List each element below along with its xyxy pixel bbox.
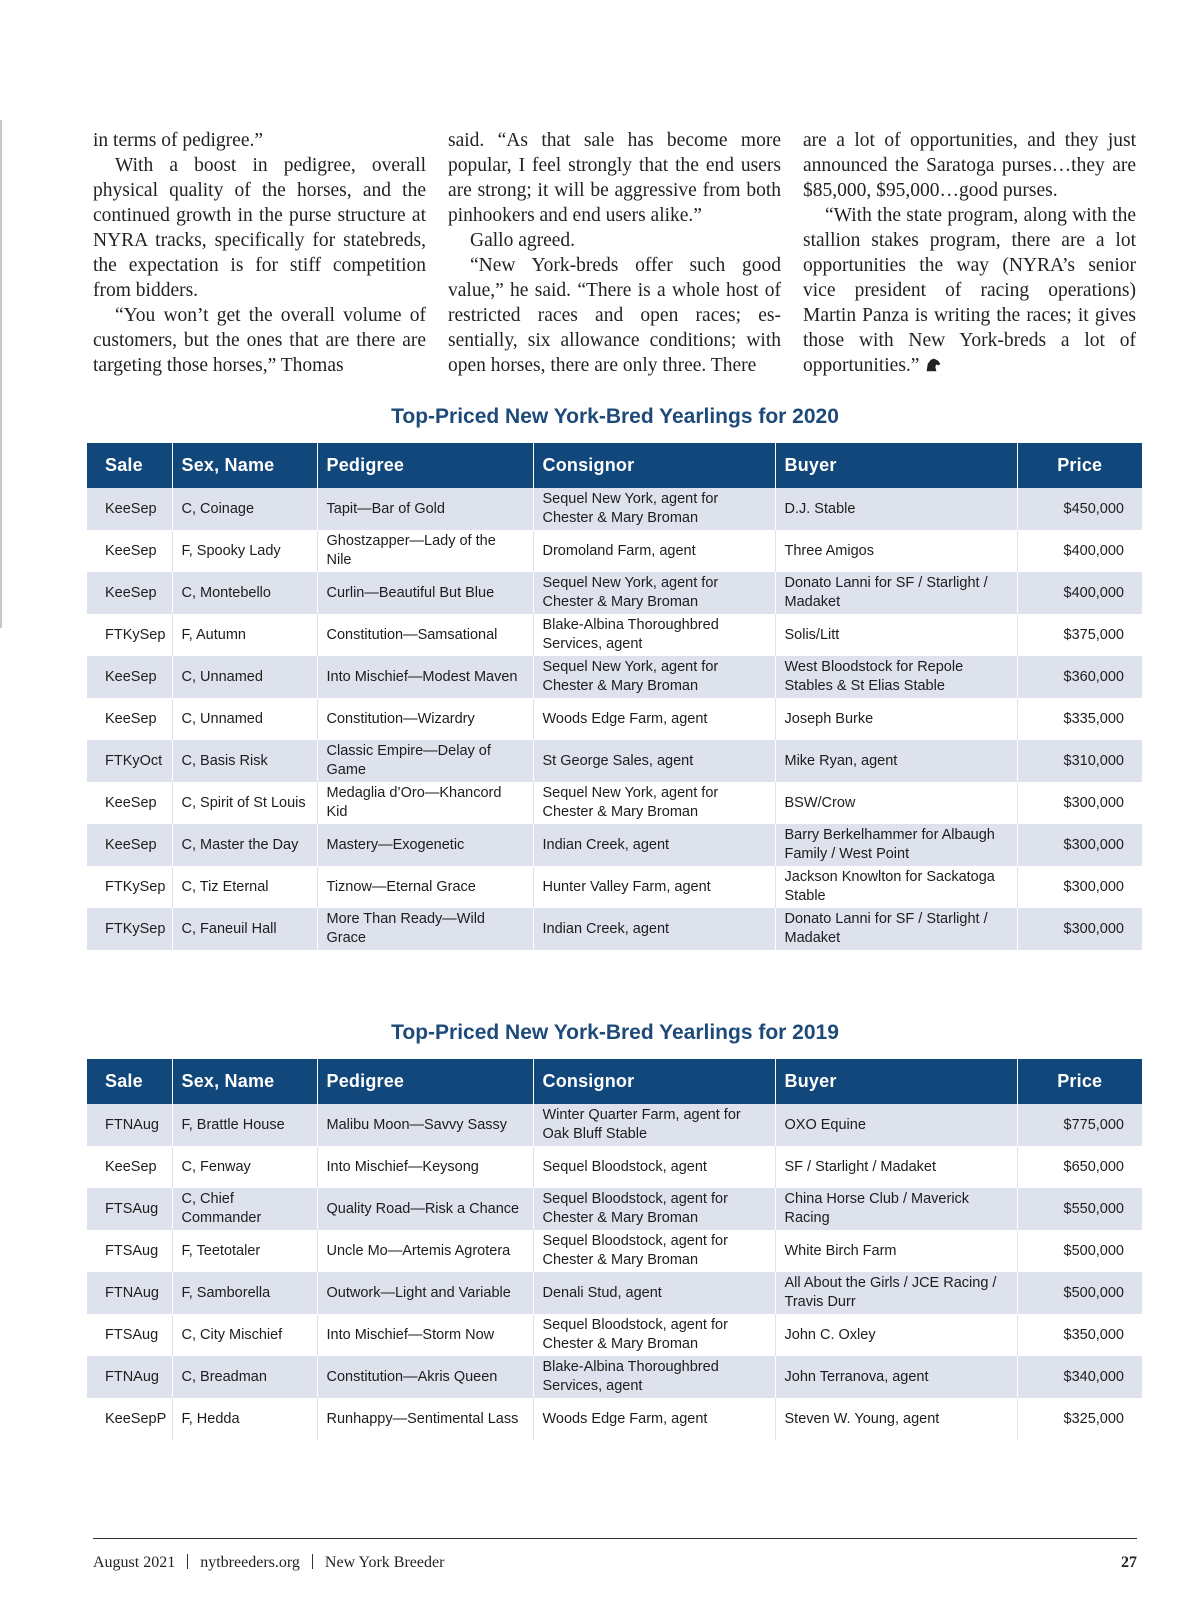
table-row <box>87 1188 1142 1230</box>
column-header-sale: Sale <box>87 1059 172 1104</box>
cell-sale: FTKySep <box>87 908 172 950</box>
cell-price: $550,000 <box>1017 1188 1142 1230</box>
cell-consignor: Winter Quarter Farm, agent for Oak Bluff Stable <box>533 1104 775 1146</box>
cell-price: $500,000 <box>1017 1230 1142 1272</box>
cell-pedigree: Outwork—Light and Variable <box>317 1272 533 1314</box>
cell-sale: FTNAug <box>87 1104 172 1146</box>
cell-pedigree: Uncle Mo—Artemis Agrotera <box>317 1230 533 1272</box>
cell-buyer: All About the Girls / JCE Racing / Travis Durr <box>775 1272 1017 1314</box>
table-row <box>87 1104 1142 1146</box>
cell-buyer: SF / Starlight / Madaket <box>775 1146 1017 1188</box>
footer-site: nytbreeders.org <box>200 1554 300 1571</box>
paragraph: “You won’t get the overall volume of customers, but the ones that are there are targeting those horses,” Thomas <box>93 305 426 376</box>
cell-pedigree: Malibu Moon—Savvy Sassy <box>317 1104 533 1146</box>
cell-pedigree: Quality Road—Risk a Chance <box>317 1188 533 1230</box>
footer-date: August 2021 <box>93 1554 176 1571</box>
cell-buyer: Donato Lanni for SF / Starlight / Madaket <box>775 572 1017 614</box>
paragraph <box>803 203 1136 378</box>
cell-sale: KeeSep <box>87 488 172 530</box>
cell-buyer: BSW/Crow <box>775 782 1017 824</box>
cell-buyer: China Horse Club / Maverick Racing <box>775 1188 1017 1230</box>
cell-price: $450,000 <box>1017 488 1142 530</box>
cell-consignor: Woods Edge Farm, agent <box>533 1398 775 1440</box>
cell-consignor: Sequel New York, agent for Chester & Mary Broman <box>533 656 775 698</box>
paragraph: in terms of pedigree.” <box>93 130 264 151</box>
cell-buyer: Solis/Litt <box>775 614 1017 656</box>
cell-buyer: White Birch Farm <box>775 1230 1017 1272</box>
cell-sale: KeeSep <box>87 530 172 572</box>
article-column-1 <box>93 128 426 378</box>
cell-consignor: Blake-Albina Thoroughbred Services, agent <box>533 614 775 656</box>
cell-consignor: Sequel New York, agent for Chester & Mary Broman <box>533 782 775 824</box>
column-header-sex-name: Sex, Name <box>172 443 317 488</box>
page-footer <box>93 1554 1137 1572</box>
yearlings-2020-table <box>87 443 1142 950</box>
cell-buyer: John Terranova, agent <box>775 1356 1017 1398</box>
footer-separator <box>187 1554 188 1569</box>
cell-consignor: Sequel Bloodstock, agent <box>533 1146 775 1188</box>
cell-consignor: Hunter Valley Farm, agent <box>533 866 775 908</box>
cell-price: $300,000 <box>1017 824 1142 866</box>
cell-price: $650,000 <box>1017 1146 1142 1188</box>
cell-sale: KeeSep <box>87 1146 172 1188</box>
table-body <box>87 1104 1142 1440</box>
column-header-buyer: Buyer <box>775 443 1017 488</box>
column-header-sale: Sale <box>87 443 172 488</box>
cell-sex-name: C, City Mischief <box>172 1314 317 1356</box>
cell-consignor: Sequel Bloodstock, agent for Chester & Mary Broman <box>533 1230 775 1272</box>
cell-pedigree: Into Mischief—Modest Maven <box>317 656 533 698</box>
column-header-price: Price <box>1017 443 1142 488</box>
cell-pedigree: Mastery—Exogenetic <box>317 824 533 866</box>
cell-price: $400,000 <box>1017 572 1142 614</box>
cell-price: $375,000 <box>1017 614 1142 656</box>
cell-sale: FTSAug <box>87 1230 172 1272</box>
cell-sex-name: C, Breadman <box>172 1356 317 1398</box>
cell-pedigree: Constitution—Wizardry <box>317 698 533 740</box>
table-row <box>87 488 1142 530</box>
cell-price: $300,000 <box>1017 908 1142 950</box>
table-row <box>87 1356 1142 1398</box>
cell-sale: FTNAug <box>87 1356 172 1398</box>
table-row <box>87 530 1142 572</box>
column-header-pedigree: Pedigree <box>317 443 533 488</box>
table-row <box>87 1398 1142 1440</box>
cell-price: $360,000 <box>1017 656 1142 698</box>
cell-sale: FTNAug <box>87 1272 172 1314</box>
cell-pedigree: Ghostzapper—Lady of the Nile <box>317 530 533 572</box>
horse-head-icon <box>925 358 941 372</box>
cell-sex-name: C, Faneuil Hall <box>172 908 317 950</box>
column-header-consignor: Consignor <box>533 1059 775 1104</box>
cell-pedigree: Into Mischief—Storm Now <box>317 1314 533 1356</box>
table-row <box>87 866 1142 908</box>
table-row <box>87 656 1142 698</box>
cell-pedigree: Constitution—Akris Queen <box>317 1356 533 1398</box>
page-number: 27 <box>1121 1554 1137 1571</box>
column-header-consignor: Consignor <box>533 443 775 488</box>
cell-consignor: Woods Edge Farm, agent <box>533 698 775 740</box>
table-row <box>87 908 1142 950</box>
cell-sale: FTKySep <box>87 866 172 908</box>
cell-consignor: Indian Creek, agent <box>533 824 775 866</box>
cell-buyer: Donato Lanni for SF / Starlight / Madaket <box>775 908 1017 950</box>
cell-sale: FTSAug <box>87 1188 172 1230</box>
cell-buyer: Mike Ryan, agent <box>775 740 1017 782</box>
cell-sex-name: C, Chief Commander <box>172 1188 317 1230</box>
cell-sex-name: C, Tiz Eternal <box>172 866 317 908</box>
cell-sale: KeeSep <box>87 656 172 698</box>
cell-sex-name: C, Montebello <box>172 572 317 614</box>
table-row <box>87 1230 1142 1272</box>
cell-consignor: Sequel Bloodstock, agent for Chester & Mary Broman <box>533 1188 775 1230</box>
cell-pedigree: Tiznow—Eternal Grace <box>317 866 533 908</box>
yearlings-2019-table <box>87 1059 1142 1440</box>
table-2020-title: Top-Priced New York-Bred Yearlings for 2020 <box>391 405 839 428</box>
cell-pedigree: Classic Empire—Delay of Game <box>317 740 533 782</box>
cell-sale: FTKySep <box>87 614 172 656</box>
cell-pedigree: Curlin—Beautiful But Blue <box>317 572 533 614</box>
paragraph-text: “With the state program, along with the stallion stakes program, there are a lot opportunities the way (NYRA’s senior vice president of racing operations) Martin Panza is writing the races; it gives those with New York-breds a lot of opportunities.” <box>803 205 1136 376</box>
table-header-row <box>87 443 1142 488</box>
cell-sex-name: C, Spirit of St Louis <box>172 782 317 824</box>
cell-consignor: Sequel New York, agent for Chester & Mary Broman <box>533 488 775 530</box>
table-row <box>87 698 1142 740</box>
article-column-3 <box>803 128 1136 378</box>
table-row <box>87 740 1142 782</box>
cell-pedigree: Into Mischief—Keysong <box>317 1146 533 1188</box>
cell-pedigree: Runhappy—Sentimental Lass <box>317 1398 533 1440</box>
cell-price: $325,000 <box>1017 1398 1142 1440</box>
cell-sex-name: F, Autumn <box>172 614 317 656</box>
cell-price: $335,000 <box>1017 698 1142 740</box>
footer-divider <box>93 1538 1137 1539</box>
page-edge-marker <box>0 120 2 628</box>
cell-consignor: Indian Creek, agent <box>533 908 775 950</box>
table-2019-title: Top-Priced New York-Bred Yearlings for 2019 <box>391 1021 839 1044</box>
cell-consignor: Blake-Albina Thoroughbred Services, agent <box>533 1356 775 1398</box>
cell-pedigree: Medaglia d’Oro—Khancord Kid <box>317 782 533 824</box>
cell-sex-name: F, Samborella <box>172 1272 317 1314</box>
cell-price: $340,000 <box>1017 1356 1142 1398</box>
article-column-2 <box>448 128 781 378</box>
cell-price: $350,000 <box>1017 1314 1142 1356</box>
cell-sale: KeeSep <box>87 572 172 614</box>
paragraph: With a boost in pedigree, overall physical quality of the horses, and the continued growth in the purse structure at NYRA tracks, specifically for statebreds, the expectation is for stiff competition from bidders. <box>93 155 426 301</box>
table-row <box>87 782 1142 824</box>
cell-sale: FTKyOct <box>87 740 172 782</box>
cell-sale: KeeSep <box>87 698 172 740</box>
cell-sale: KeeSep <box>87 824 172 866</box>
cell-sale: KeeSep <box>87 782 172 824</box>
cell-sex-name: C, Coinage <box>172 488 317 530</box>
cell-sale: FTSAug <box>87 1314 172 1356</box>
cell-consignor: Sequel New York, agent for Chester & Mary Broman <box>533 572 775 614</box>
column-header-buyer: Buyer <box>775 1059 1017 1104</box>
cell-pedigree: Tapit—Bar of Gold <box>317 488 533 530</box>
cell-consignor: Dromoland Farm, agent <box>533 530 775 572</box>
table-row <box>87 1272 1142 1314</box>
column-header-pedigree: Pedigree <box>317 1059 533 1104</box>
paragraph: Gallo agreed. <box>470 230 576 251</box>
article-columns <box>93 128 1137 378</box>
cell-sex-name: F, Spooky Lady <box>172 530 317 572</box>
cell-consignor: Denali Stud, agent <box>533 1272 775 1314</box>
cell-sex-name: F, Brattle House <box>172 1104 317 1146</box>
footer-separator <box>312 1554 313 1569</box>
cell-sale: KeeSepP <box>87 1398 172 1440</box>
table-row <box>87 824 1142 866</box>
cell-price: $775,000 <box>1017 1104 1142 1146</box>
paragraph: said. “As that sale has become more popular, I feel strongly that the end users are strong; it will be aggressive from both pinhookers and end users alike.” <box>448 130 781 226</box>
footer-publication: New York Breeder <box>324 1554 445 1571</box>
table-row <box>87 1314 1142 1356</box>
paragraph: are a lot of opportunities, and they just announced the Saratoga purses…they are $85,000, $95,000…good purses. <box>803 130 1136 201</box>
cell-price: $500,000 <box>1017 1272 1142 1314</box>
cell-sex-name: C, Unnamed <box>172 698 317 740</box>
cell-buyer: OXO Equine <box>775 1104 1017 1146</box>
cell-sex-name: C, Fenway <box>172 1146 317 1188</box>
cell-pedigree: Constitution—Samsational <box>317 614 533 656</box>
cell-price: $310,000 <box>1017 740 1142 782</box>
cell-sex-name: F, Hedda <box>172 1398 317 1440</box>
cell-sex-name: C, Master the Day <box>172 824 317 866</box>
table-row <box>87 572 1142 614</box>
cell-sex-name: C, Basis Risk <box>172 740 317 782</box>
cell-buyer: Barry Berkelhammer for Albaugh Family / West Point <box>775 824 1017 866</box>
cell-buyer: D.J. Stable <box>775 488 1017 530</box>
column-header-price: Price <box>1017 1059 1142 1104</box>
cell-sex-name: C, Unnamed <box>172 656 317 698</box>
table-row <box>87 1146 1142 1188</box>
cell-buyer: Jackson Knowlton for Sackatoga Stable <box>775 866 1017 908</box>
table-header-row <box>87 1059 1142 1104</box>
cell-buyer: West Bloodstock for Repole Stables & St Elias Stable <box>775 656 1017 698</box>
cell-pedigree: More Than Ready—Wild Grace <box>317 908 533 950</box>
column-header-sex-name: Sex, Name <box>172 1059 317 1104</box>
cell-buyer: Three Amigos <box>775 530 1017 572</box>
table-body <box>87 488 1142 950</box>
cell-price: $300,000 <box>1017 866 1142 908</box>
paragraph: “New York-breds offer such good value,” he said. “There is a whole host of restricted races and open races; essentially, six allowance conditions; with open horses, there are only three. There <box>448 255 781 376</box>
cell-consignor: Sequel Bloodstock, agent for Chester & Mary Broman <box>533 1314 775 1356</box>
cell-price: $300,000 <box>1017 782 1142 824</box>
cell-buyer: John C. Oxley <box>775 1314 1017 1356</box>
cell-buyer: Steven W. Young, agent <box>775 1398 1017 1440</box>
cell-consignor: St George Sales, agent <box>533 740 775 782</box>
cell-buyer: Joseph Burke <box>775 698 1017 740</box>
cell-sex-name: F, Teetotaler <box>172 1230 317 1272</box>
cell-price: $400,000 <box>1017 530 1142 572</box>
table-row <box>87 614 1142 656</box>
